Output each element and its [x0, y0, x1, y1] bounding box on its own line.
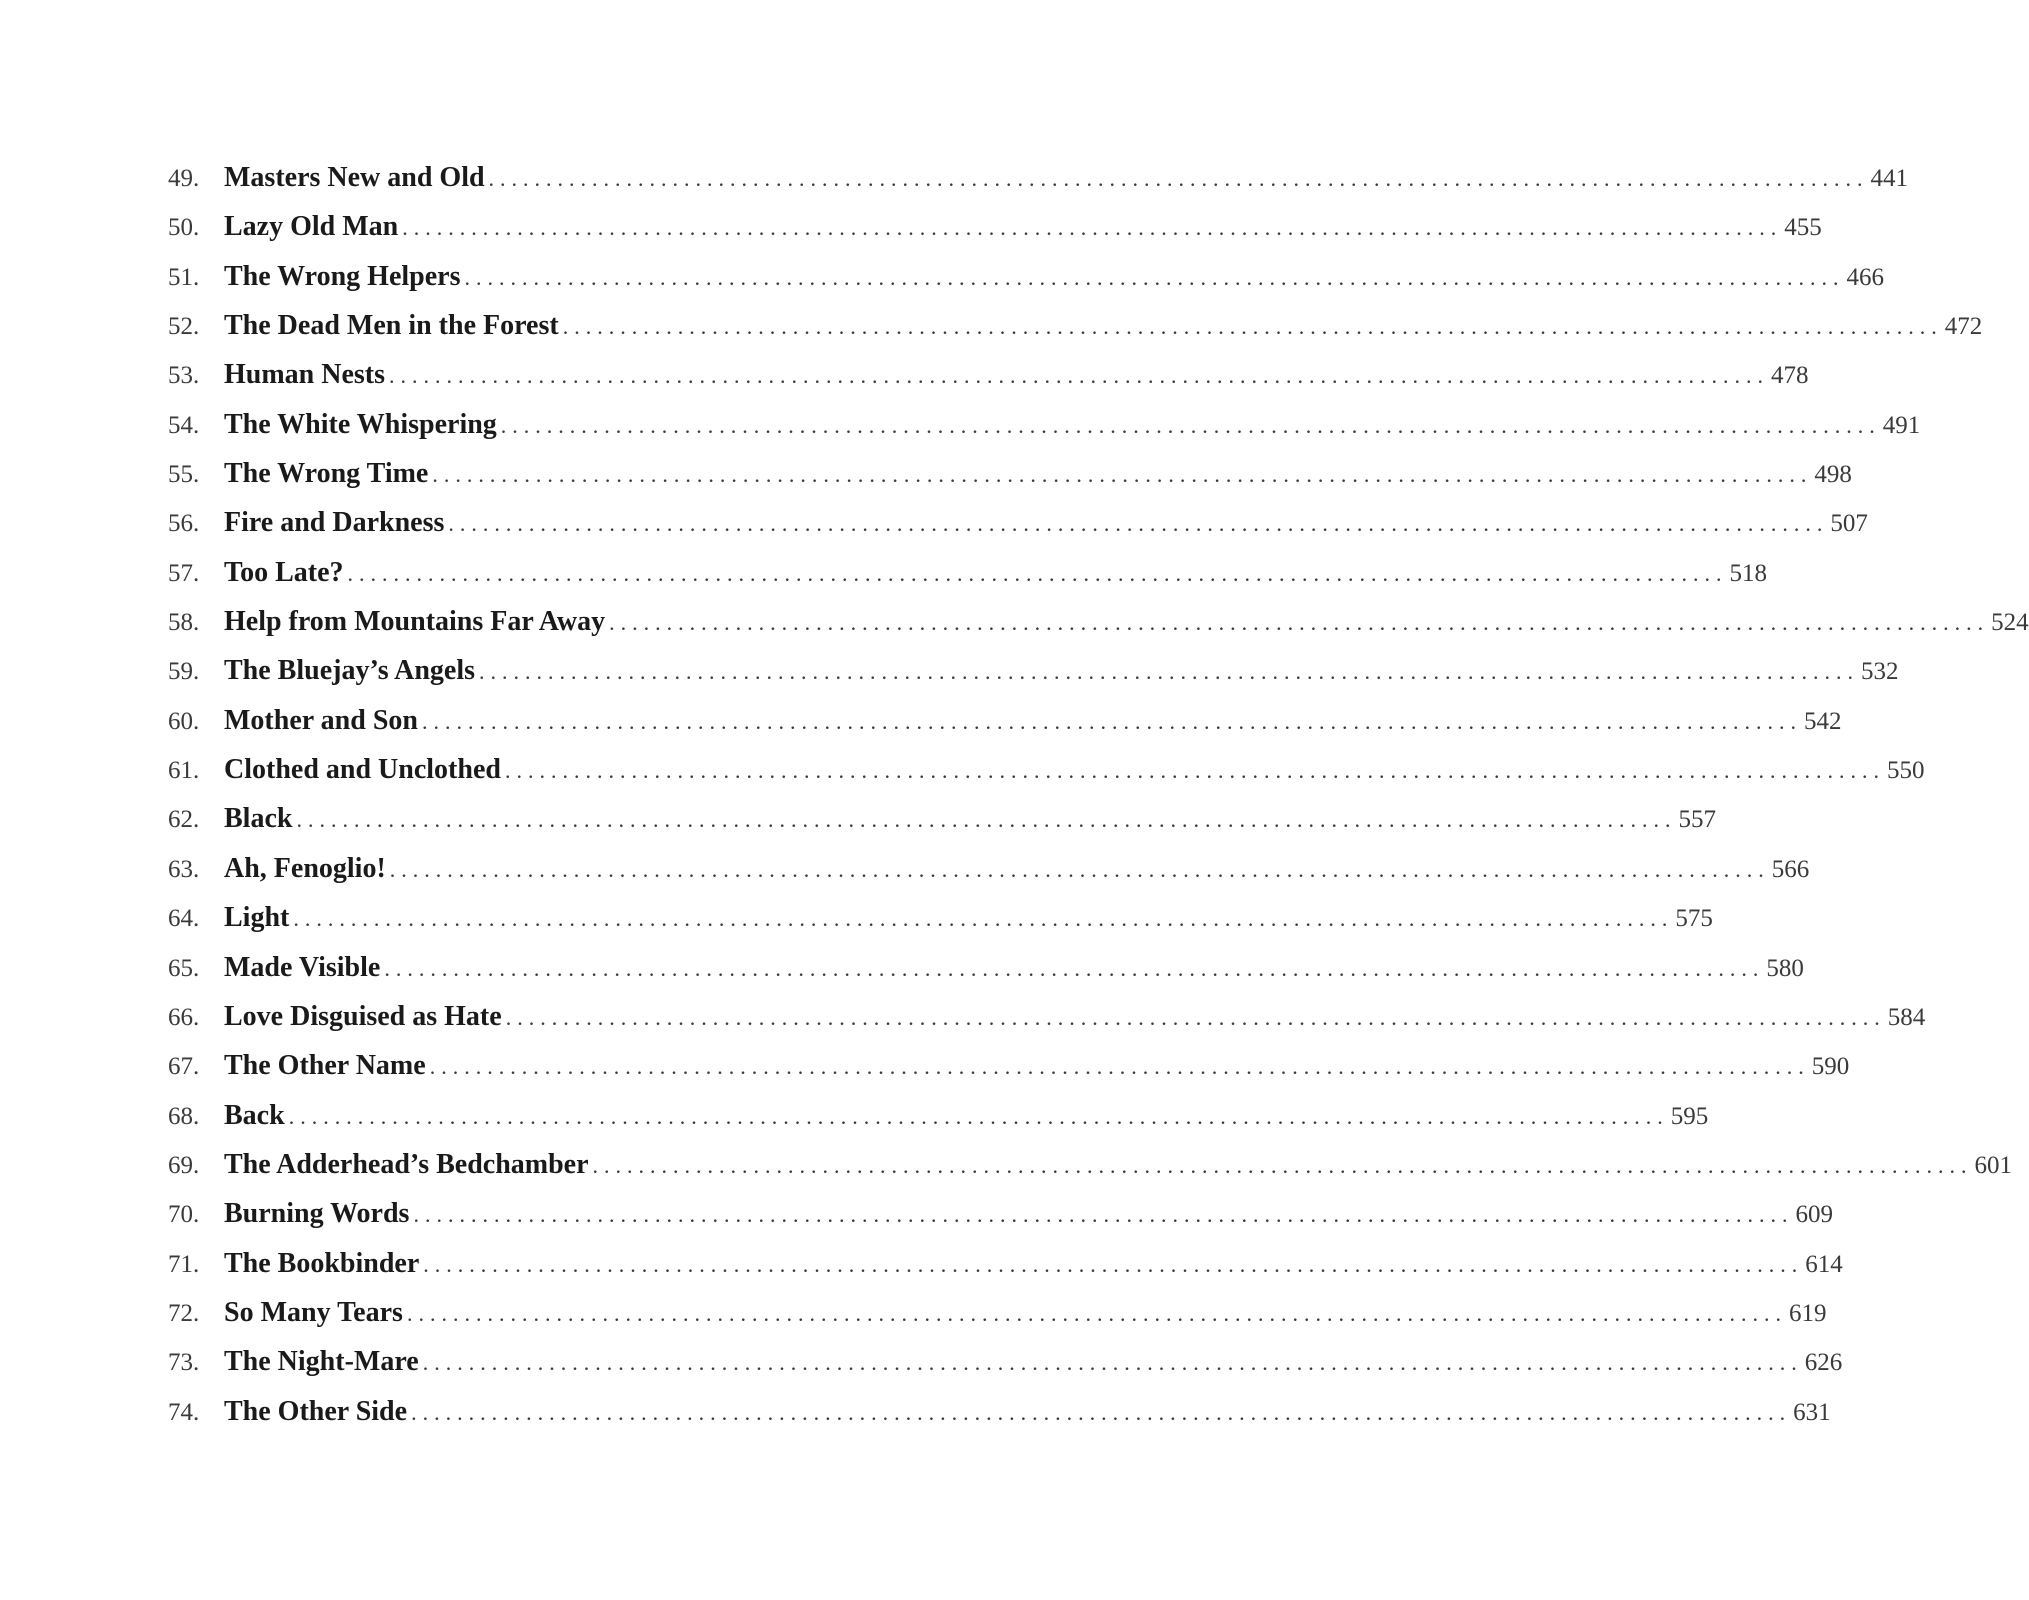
chapter-number: 72. — [168, 1299, 200, 1327]
chapter-number: 71. — [168, 1250, 200, 1278]
chapter-title[interactable]: Masters New and Old — [224, 162, 485, 193]
toc-entry[interactable] — [168, 704, 1842, 754]
dot-leader: ........................................................................................................................ — [296, 807, 1677, 833]
chapter-title[interactable]: Light — [224, 902, 290, 934]
chapter-title[interactable]: The White Whispering — [224, 408, 497, 440]
page-number: 626 — [1804, 1349, 1843, 1377]
page-number: 441 — [1870, 165, 1909, 192]
dot-leader: ........................................................................................................................ — [448, 511, 1829, 537]
chapter-number: 55. — [168, 461, 200, 489]
chapter-number: 66. — [168, 1003, 200, 1031]
chapter-number: 74. — [168, 1398, 200, 1426]
chapter-title[interactable]: Back — [224, 1099, 285, 1131]
dot-leader: ........................................................................................................................ — [293, 906, 1674, 932]
toc-entry[interactable] — [168, 211, 1822, 260]
chapter-title[interactable]: Help from Mountains Far Away — [224, 606, 606, 638]
page-number: 478 — [1771, 362, 1809, 390]
page-number: 631 — [1793, 1398, 1831, 1426]
toc-entry[interactable] — [168, 1247, 1843, 1297]
toc-entry[interactable] — [168, 951, 1804, 1001]
page-number: 472 — [1944, 313, 1983, 341]
page-number: 518 — [1729, 559, 1768, 587]
chapter-number: 51. — [168, 263, 200, 291]
dot-leader: ........................................................................................................................ — [413, 1202, 1794, 1228]
page-number: 590 — [1811, 1053, 1850, 1081]
chapter-number: 70. — [168, 1201, 200, 1229]
chapter-number: 56. — [168, 510, 200, 538]
chapter-number: 64. — [168, 905, 200, 933]
toc-entry[interactable] — [168, 902, 1713, 951]
toc-entry[interactable] — [168, 606, 2029, 655]
toc-entry[interactable] — [168, 1099, 1709, 1149]
toc-entry[interactable] — [168, 1000, 1926, 1050]
chapter-number: 50. — [168, 214, 200, 242]
chapter-title[interactable]: The Wrong Helpers — [224, 260, 461, 292]
page-number: 507 — [1830, 510, 1868, 538]
chapter-title[interactable]: The Other Side — [224, 1395, 408, 1427]
toc-entry[interactable] — [168, 754, 1925, 803]
chapter-number: 67. — [168, 1053, 200, 1081]
chapter-number: 52. — [168, 313, 200, 341]
page-number: 614 — [1805, 1250, 1843, 1278]
page-number: 619 — [1788, 1299, 1827, 1327]
dot-leader: ........................................................................................................................ — [406, 1300, 1787, 1326]
toc-entry[interactable] — [168, 162, 1909, 211]
chapter-title[interactable]: Love Disguised as Hate — [224, 1000, 502, 1032]
dot-leader: ........................................................................................................................ — [592, 1152, 1973, 1178]
dot-leader: ........................................................................................................................ — [500, 412, 1881, 438]
page-number: 595 — [1670, 1102, 1709, 1130]
chapter-title[interactable]: Human Nests — [224, 359, 386, 391]
dot-leader: ........................................................................................................................ — [479, 659, 1859, 685]
chapter-number: 68. — [168, 1102, 200, 1130]
page-number: 550 — [1886, 757, 1925, 785]
toc-entry[interactable] — [168, 507, 1868, 556]
toc-entry[interactable] — [168, 1198, 1833, 1247]
toc-entry[interactable] — [168, 1395, 1831, 1445]
toc-entry[interactable] — [168, 803, 1716, 852]
dot-leader: ........................................................................................................................ — [504, 758, 1885, 784]
dot-leader: ........................................................................................................................ — [422, 1350, 1803, 1376]
chapter-title[interactable]: The Bluejay’s Angels — [224, 655, 475, 687]
toc-entry[interactable] — [168, 310, 1983, 359]
chapter-number: 60. — [168, 707, 200, 735]
dot-leader: ........................................................................................................................ — [562, 314, 1943, 340]
chapter-title[interactable]: Fire and Darkness — [224, 507, 445, 539]
page-number: 601 — [1974, 1151, 2013, 1179]
chapter-number: 62. — [168, 806, 200, 834]
toc-entry[interactable] — [168, 260, 1884, 310]
toc-entry[interactable] — [168, 408, 1921, 458]
chapter-title[interactable]: The Dead Men in the Forest — [224, 310, 559, 342]
toc-entry[interactable] — [168, 1050, 1850, 1099]
page-number: 566 — [1771, 855, 1810, 883]
dot-leader: ........................................................................................................................ — [421, 708, 1802, 734]
dot-leader: ........................................................................................................................ — [464, 264, 1845, 290]
page-number: 524 — [1991, 609, 2029, 637]
chapter-number: 61. — [168, 757, 200, 785]
dot-leader: ........................................................................................................................ — [288, 1103, 1669, 1129]
page-number: 466 — [1846, 263, 1884, 291]
dot-leader: ........................................................................................................................ — [429, 1054, 1810, 1080]
chapter-number: 59. — [168, 658, 200, 686]
chapter-number: 69. — [168, 1151, 200, 1179]
chapter-title[interactable]: Made Visible — [224, 951, 381, 983]
dot-leader: ........................................................................................................................ — [505, 1004, 1886, 1030]
chapter-number: 53. — [168, 362, 200, 390]
dot-leader: ........................................................................................................................ — [488, 166, 1869, 191]
chapter-number: 73. — [168, 1349, 200, 1377]
dot-leader: ........................................................................................................................ — [423, 1251, 1804, 1277]
toc-entry[interactable] — [168, 556, 1768, 606]
chapter-number: 63. — [168, 855, 200, 883]
page-number: 542 — [1803, 707, 1842, 735]
dot-leader: ........................................................................................................................ — [389, 363, 1770, 389]
dot-leader: ........................................................................................................................ — [411, 1399, 1792, 1425]
table-of-contents — [168, 162, 2029, 1445]
page-number: 575 — [1675, 905, 1713, 933]
chapter-number: 57. — [168, 559, 200, 587]
chapter-title[interactable]: So Many Tears — [224, 1296, 403, 1328]
page-number: 498 — [1814, 461, 1852, 489]
toc-entry[interactable] — [168, 852, 1810, 902]
page-number: 557 — [1678, 806, 1716, 834]
chapter-number: 54. — [168, 411, 200, 439]
chapter-title[interactable]: The Other Name — [224, 1050, 426, 1082]
chapter-title[interactable]: Lazy Old Man — [224, 211, 399, 243]
chapter-title[interactable]: Black — [224, 803, 293, 835]
chapter-title[interactable]: Too Late? — [224, 556, 344, 588]
dot-leader: ........................................................................................................................ — [347, 560, 1728, 586]
toc-entry[interactable] — [168, 655, 1899, 704]
page-number: 455 — [1784, 214, 1822, 242]
page-number: 609 — [1795, 1201, 1833, 1229]
page-number: 532 — [1861, 658, 1899, 686]
chapter-title[interactable]: The Bookbinder — [224, 1247, 420, 1279]
chapter-title[interactable]: Burning Words — [224, 1198, 410, 1230]
page-number: 584 — [1887, 1003, 1926, 1031]
dot-leader: ........................................................................................................................ — [384, 955, 1765, 981]
toc-entry[interactable] — [168, 1346, 1843, 1395]
chapter-title[interactable]: The Wrong Time — [224, 458, 429, 490]
chapter-title[interactable]: Mother and Son — [224, 704, 418, 736]
toc-entry[interactable] — [168, 359, 1809, 408]
chapter-number: 65. — [168, 954, 200, 982]
chapter-number: 58. — [168, 609, 200, 637]
toc-entry[interactable] — [168, 458, 1852, 507]
chapter-title[interactable]: The Night-Mare — [224, 1346, 419, 1378]
dot-leader: ........................................................................................................................ — [609, 610, 1990, 636]
toc-entry[interactable] — [168, 1148, 2013, 1198]
chapter-title[interactable]: The Adderhead’s Bedchamber — [224, 1148, 589, 1180]
toc-entry[interactable] — [168, 1296, 1827, 1346]
page-number: 580 — [1766, 954, 1804, 982]
chapter-number: 49. — [168, 165, 200, 192]
dot-leader: ........................................................................................................................ — [432, 462, 1813, 488]
page-number: 491 — [1882, 411, 1921, 439]
dot-leader: ........................................................................................................................ — [402, 215, 1783, 241]
chapter-title[interactable]: Ah, Fenoglio! — [224, 852, 386, 884]
chapter-title[interactable]: Clothed and Unclothed — [224, 754, 501, 786]
dot-leader: ........................................................................................................................ — [389, 856, 1770, 882]
